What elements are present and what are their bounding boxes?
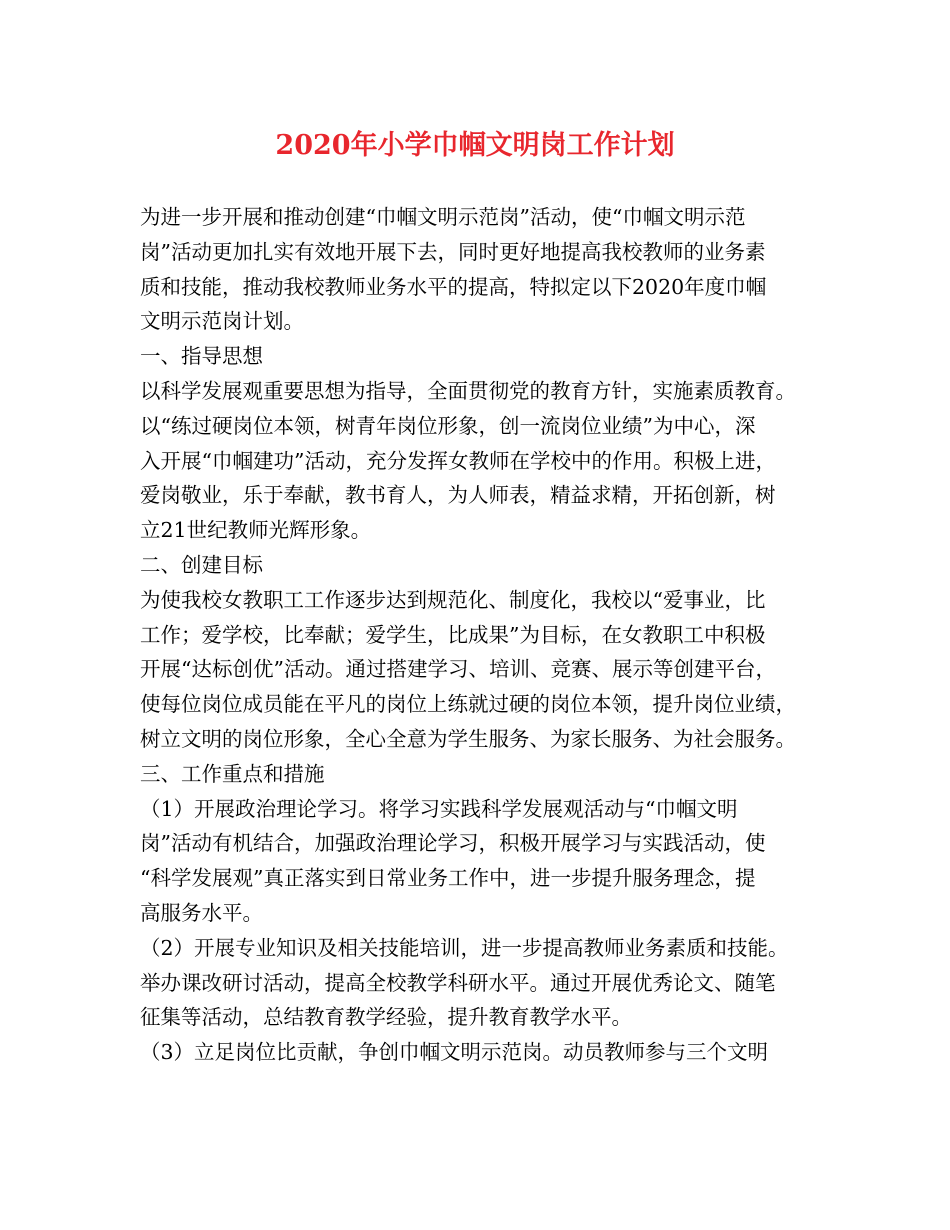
body-line: “科学发展观”真正落实到日常业务工作中，进一步提升服务理念，提	[140, 866, 756, 891]
body-line: 高服务水平。	[140, 900, 263, 925]
body-line: 举办课改研讨活动，提高全校教学科研水平。通过开展优秀论文、随笔	[140, 970, 776, 995]
body-line: 岗”活动更加扎实有效地开展下去，同时更好地提高我校教师的业务素	[140, 239, 766, 264]
body-line: 树立文明的岗位形象，全心全意为学生服务、为家长服务、为社会服务。	[140, 726, 796, 751]
body-line: 征集等活动，总结教育教学经验，提升教育教学水平。	[140, 1005, 632, 1030]
body-line: 入开展“巾帼建功”活动，充分发挥女教师在学校中的作用。积极上进，	[140, 448, 776, 473]
body-line: 为使我校女教职工工作逐步达到规范化、制度化，我校以“爱事业，比	[140, 587, 766, 612]
body-line: 为进一步开展和推动创建“巾帼文明示范岗”活动，使“巾帼文明示范	[140, 205, 746, 229]
document-body	[140, 200, 830, 1070]
body-line: （3）立足岗位比贡献，争创巾帼文明示范岗。动员教师参与三个文明	[140, 1040, 769, 1065]
body-line: 开展“达标创优”活动。通过搭建学习、培训、竞赛、展示等创建平台，	[140, 657, 776, 682]
body-line: 工作；爱学校，比奉献；爱学生，比成果”为目标，在女教职工中积极	[140, 622, 766, 647]
section-heading: 三、工作重点和措施	[140, 761, 325, 786]
body-line: 文明示范岗计划。	[140, 309, 304, 334]
section-heading: 一、指导思想	[140, 344, 263, 369]
body-line: 质和技能，推动我校教师业务水平的提高，特拟定以下2020年度巾帼	[140, 274, 767, 299]
body-line: 立21世纪教师光辉形象。	[140, 518, 372, 543]
body-line: 使每位岗位成员能在平凡的岗位上练就过硬的岗位本领，提升岗位业绩，	[140, 692, 796, 717]
document-title: 2020年小学巾帼文明岗工作计划	[275, 130, 675, 161]
body-line: （2）开展专业知识及相关技能培训，进一步提高教师业务素质和技能。	[140, 935, 789, 960]
body-line: 以“练过硬岗位本领，树青年岗位形象，创一流岗位业绩”为中心，深	[140, 413, 756, 438]
section-heading: 二、创建目标	[140, 552, 263, 577]
body-line: 岗”活动有机结合，加强政治理论学习，积极开展学习与实践活动，使	[140, 831, 766, 856]
body-line: （1）开展政治理论学习。将学习实践科学发展观活动与“巾帼文明	[140, 796, 738, 821]
body-line: 以科学发展观重要思想为指导，全面贯彻党的教育方针，实施素质教育。	[140, 378, 796, 403]
body-line: 爱岗敬业，乐于奉献，教书育人，为人师表，精益求精，开拓创新，树	[140, 483, 776, 508]
